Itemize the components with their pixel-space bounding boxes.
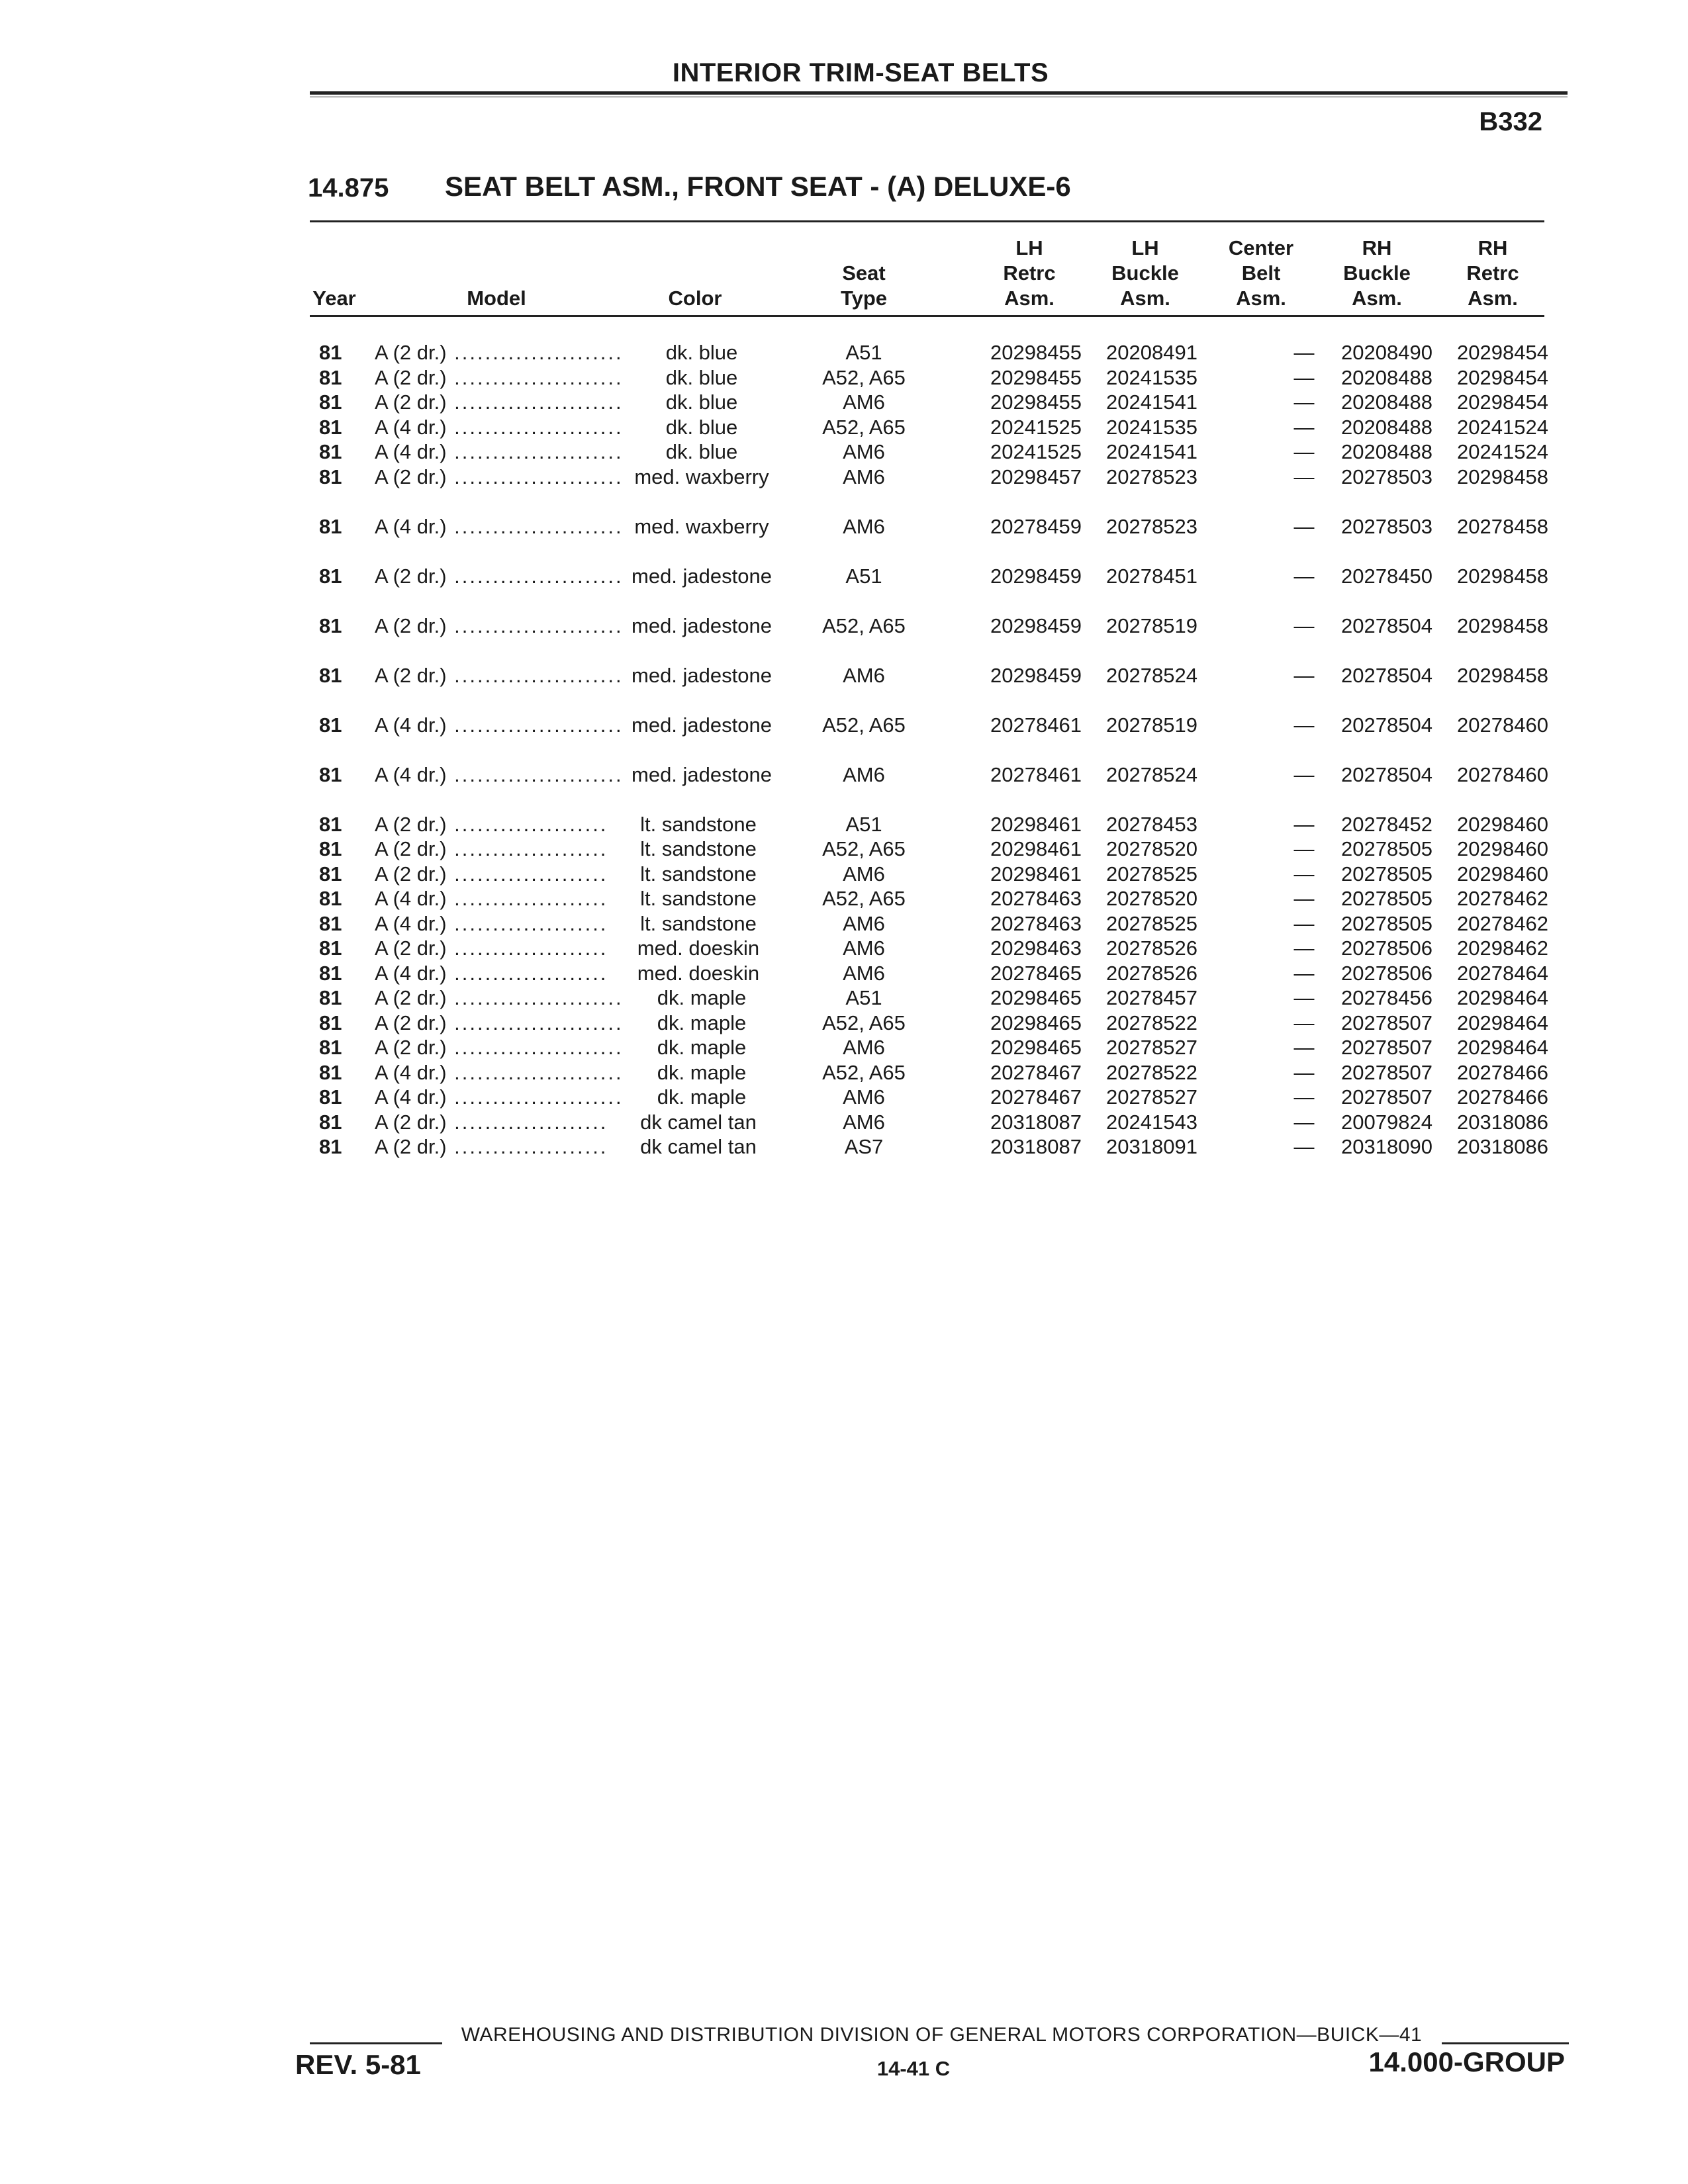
- row-center-belt: —: [1293, 514, 1315, 538]
- row-color: dk. blue: [626, 390, 778, 414]
- row-model: A (2 dr.) .....: [375, 837, 622, 861]
- footer-rule-left: [310, 2042, 442, 2044]
- row-rh-retrc: 20298454: [1457, 341, 1548, 364]
- row-lh-buckle: 20278519: [1106, 614, 1197, 637]
- row-rh-buckle: 20278450: [1341, 564, 1432, 588]
- col-header-model: Model: [467, 287, 526, 310]
- row-seat-type: AM6: [843, 1110, 885, 1134]
- row-year: 81: [319, 614, 342, 637]
- row-model: A (4 dr.) .....: [375, 415, 622, 439]
- row-lh-retrc: 20298459: [990, 614, 1082, 637]
- row-model: A (2 dr.) .....: [375, 812, 622, 837]
- row-center-belt: —: [1293, 986, 1315, 1009]
- row-lh-retrc: 20298461: [990, 862, 1082, 886]
- row-rh-retrc: 20298462: [1457, 936, 1548, 960]
- row-year: 81: [319, 415, 342, 439]
- row-color: dk. maple: [626, 1035, 778, 1060]
- row-year: 81: [319, 812, 342, 836]
- header-underline: [310, 315, 1544, 317]
- row-color: dk. blue: [626, 365, 778, 390]
- row-model: A (4 dr.) .....: [375, 514, 622, 539]
- row-rh-retrc: 20298458: [1457, 564, 1548, 588]
- row-color: lt. sandstone: [609, 886, 788, 911]
- table-row: [0, 713, 1688, 762]
- row-color: med. jadestone: [626, 614, 778, 638]
- row-lh-buckle: 20278526: [1106, 961, 1197, 985]
- row-center-belt: —: [1293, 663, 1315, 687]
- row-rh-retrc: 20298458: [1457, 614, 1548, 637]
- row-seat-type: AM6: [843, 1085, 885, 1109]
- row-lh-buckle: 20278524: [1106, 762, 1197, 786]
- table-row: [0, 663, 1688, 712]
- row-rh-buckle: 20278506: [1341, 961, 1432, 985]
- row-model: A (2 dr.) .....: [375, 1110, 622, 1134]
- row-rh-retrc: 20278462: [1457, 887, 1548, 910]
- row-seat-type: AM6: [843, 465, 885, 488]
- row-center-belt: —: [1293, 713, 1315, 737]
- footer-revision: REV. 5-81: [295, 2049, 421, 2080]
- row-lh-buckle: 20278527: [1106, 1085, 1197, 1109]
- row-lh-buckle: 20278527: [1106, 1036, 1197, 1059]
- row-color: lt. sandstone: [609, 812, 788, 837]
- row-center-belt: —: [1293, 365, 1315, 389]
- row-rh-buckle: 20278504: [1341, 713, 1432, 737]
- row-rh-buckle: 20278452: [1341, 812, 1432, 836]
- row-center-belt: —: [1293, 862, 1315, 886]
- row-seat-type: A52, A65: [822, 713, 906, 737]
- row-lh-buckle: 20278520: [1106, 837, 1197, 860]
- row-seat-type: AM6: [843, 1036, 885, 1059]
- row-lh-buckle: 20278522: [1106, 1060, 1197, 1084]
- footer-rule-right: [1442, 2042, 1569, 2044]
- row-center-belt: —: [1293, 1011, 1315, 1034]
- row-rh-retrc: 20278458: [1457, 514, 1548, 538]
- row-year: 81: [319, 713, 342, 737]
- row-model: A (4 dr.) .....: [375, 886, 622, 911]
- table-row: [0, 564, 1688, 613]
- row-lh-retrc: 20241525: [990, 440, 1082, 463]
- row-year: 81: [319, 1085, 342, 1109]
- row-year: 81: [319, 440, 342, 463]
- row-lh-retrc: 20298459: [990, 564, 1082, 588]
- row-lh-buckle: 20278525: [1106, 862, 1197, 886]
- row-lh-retrc: 20298465: [990, 986, 1082, 1009]
- row-color: dk. blue: [626, 340, 778, 365]
- row-lh-retrc: 20278459: [990, 514, 1082, 538]
- row-center-belt: —: [1293, 390, 1315, 414]
- row-lh-retrc: 20298465: [990, 1036, 1082, 1059]
- row-seat-type: A51: [845, 812, 882, 836]
- row-center-belt: —: [1293, 911, 1315, 935]
- row-model: A (2 dr.) .....: [375, 365, 622, 390]
- row-rh-retrc: 20298454: [1457, 365, 1548, 389]
- row-lh-retrc: 20278463: [990, 911, 1082, 935]
- row-color: med. jadestone: [626, 564, 778, 588]
- row-lh-buckle: 20278523: [1106, 514, 1197, 538]
- row-seat-type: AM6: [843, 961, 885, 985]
- row-seat-type: A52, A65: [822, 837, 906, 860]
- row-lh-buckle: 20278453: [1106, 812, 1197, 836]
- row-color: dk camel tan: [609, 1134, 788, 1159]
- row-center-belt: —: [1293, 837, 1315, 860]
- row-rh-retrc: 20298464: [1457, 1036, 1548, 1059]
- row-year: 81: [319, 1110, 342, 1134]
- table-row: [0, 614, 1688, 662]
- row-color: lt. sandstone: [609, 862, 788, 886]
- row-color: med. jadestone: [626, 762, 778, 787]
- row-year: 81: [319, 837, 342, 860]
- row-lh-buckle: 20278526: [1106, 936, 1197, 960]
- row-lh-retrc: 20278463: [990, 887, 1082, 910]
- row-seat-type: A52, A65: [822, 365, 906, 389]
- row-lh-buckle: 20208491: [1106, 341, 1197, 364]
- row-lh-retrc: 20298455: [990, 341, 1082, 364]
- row-color: lt. sandstone: [609, 837, 788, 861]
- row-rh-retrc: 20241524: [1457, 415, 1548, 439]
- row-lh-retrc: 20298459: [990, 663, 1082, 687]
- section-number: 14.875: [308, 173, 389, 203]
- row-seat-type: A51: [845, 986, 882, 1009]
- row-seat-type: AM6: [843, 862, 885, 886]
- row-seat-type: AM6: [843, 440, 885, 463]
- row-rh-buckle: 20208488: [1341, 440, 1432, 463]
- row-model: A (2 dr.) .....: [375, 465, 622, 489]
- row-rh-buckle: 20278504: [1341, 762, 1432, 786]
- row-color: dk. maple: [626, 985, 778, 1010]
- row-seat-type: A52, A65: [822, 887, 906, 910]
- row-model: A (4 dr.) .....: [375, 1085, 622, 1109]
- row-lh-retrc: 20278461: [990, 713, 1082, 737]
- row-seat-type: A52, A65: [822, 1011, 906, 1034]
- row-year: 81: [319, 936, 342, 960]
- row-year: 81: [319, 341, 342, 364]
- row-year: 81: [319, 986, 342, 1009]
- row-center-belt: —: [1293, 465, 1315, 488]
- row-rh-buckle: 20278505: [1341, 837, 1432, 860]
- row-year: 81: [319, 862, 342, 886]
- row-lh-buckle: 20278520: [1106, 887, 1197, 910]
- row-rh-retrc: 20318086: [1457, 1135, 1548, 1158]
- section-rule: [310, 220, 1544, 222]
- row-lh-retrc: 20298463: [990, 936, 1082, 960]
- row-rh-buckle: 20278507: [1341, 1011, 1432, 1034]
- row-rh-retrc: 20278466: [1457, 1060, 1548, 1084]
- footer-group: 14.000-GROUP: [1368, 2046, 1565, 2077]
- row-center-belt: —: [1293, 961, 1315, 985]
- row-center-belt: —: [1293, 936, 1315, 960]
- row-year: 81: [319, 564, 342, 588]
- row-center-belt: —: [1293, 1085, 1315, 1109]
- row-rh-buckle: 20278503: [1341, 465, 1432, 488]
- table-row: [0, 1134, 1688, 1183]
- row-rh-buckle: 20278505: [1341, 862, 1432, 886]
- row-lh-buckle: 20241535: [1106, 365, 1197, 389]
- row-rh-buckle: 20278506: [1341, 936, 1432, 960]
- row-lh-buckle: 20278519: [1106, 713, 1197, 737]
- row-year: 81: [319, 1060, 342, 1084]
- row-lh-retrc: 20298455: [990, 365, 1082, 389]
- row-color: med. doeskin: [609, 936, 788, 960]
- row-rh-buckle: 20208488: [1341, 365, 1432, 389]
- row-center-belt: —: [1293, 887, 1315, 910]
- row-year: 81: [319, 1036, 342, 1059]
- row-seat-type: AM6: [843, 911, 885, 935]
- row-model: A (2 dr.) .....: [375, 340, 622, 365]
- row-lh-retrc: 20278467: [990, 1060, 1082, 1084]
- table-row: [0, 465, 1688, 514]
- row-lh-retrc: 20298461: [990, 812, 1082, 836]
- row-center-belt: —: [1293, 812, 1315, 836]
- row-rh-buckle: 20278507: [1341, 1036, 1432, 1059]
- row-rh-buckle: 20278504: [1341, 663, 1432, 687]
- row-year: 81: [319, 514, 342, 538]
- row-rh-buckle: 20278456: [1341, 986, 1432, 1009]
- row-seat-type: AM6: [843, 514, 885, 538]
- header-rule: [310, 91, 1568, 95]
- row-lh-retrc: 20318087: [990, 1135, 1082, 1158]
- row-rh-buckle: 20079824: [1341, 1110, 1432, 1134]
- row-lh-retrc: 20298461: [990, 837, 1082, 860]
- row-model: A (4 dr.) .....: [375, 762, 622, 787]
- row-lh-buckle: 20318091: [1106, 1135, 1197, 1158]
- row-lh-buckle: 20278522: [1106, 1011, 1197, 1034]
- row-rh-buckle: 20278505: [1341, 887, 1432, 910]
- col-header-lh-retrc: LH Retrc Asm.: [1003, 236, 1056, 310]
- row-lh-buckle: 20241543: [1106, 1110, 1197, 1134]
- row-center-belt: —: [1293, 415, 1315, 439]
- row-rh-buckle: 20278505: [1341, 911, 1432, 935]
- row-year: 81: [319, 1011, 342, 1034]
- row-seat-type: AS7: [844, 1135, 884, 1158]
- row-seat-type: AM6: [843, 936, 885, 960]
- row-lh-buckle: 20278523: [1106, 465, 1197, 488]
- col-header-year: Year: [312, 287, 356, 310]
- row-model: A (2 dr.) .....: [375, 985, 622, 1010]
- row-model: A (4 dr.) .....: [375, 713, 622, 737]
- row-lh-retrc: 20298457: [990, 465, 1082, 488]
- row-rh-buckle: 20278507: [1341, 1060, 1432, 1084]
- row-lh-retrc: 20241525: [990, 415, 1082, 439]
- row-lh-buckle: 20278457: [1106, 986, 1197, 1009]
- row-rh-buckle: 20318090: [1341, 1135, 1432, 1158]
- row-model: A (4 dr.) .....: [375, 1060, 622, 1085]
- row-lh-retrc: 20278461: [990, 762, 1082, 786]
- row-color: med. jadestone: [626, 713, 778, 737]
- row-lh-buckle: 20241535: [1106, 415, 1197, 439]
- row-lh-retrc: 20278465: [990, 961, 1082, 985]
- row-center-belt: —: [1293, 1110, 1315, 1134]
- row-color: dk camel tan: [609, 1110, 788, 1134]
- row-rh-retrc: 20298458: [1457, 465, 1548, 488]
- row-color: dk. blue: [626, 439, 778, 464]
- table-row: [0, 514, 1688, 563]
- row-rh-retrc: 20298460: [1457, 862, 1548, 886]
- row-center-belt: —: [1293, 341, 1315, 364]
- row-rh-buckle: 20278503: [1341, 514, 1432, 538]
- table-row: [0, 762, 1688, 811]
- row-center-belt: —: [1293, 564, 1315, 588]
- row-rh-buckle: 20208488: [1341, 415, 1432, 439]
- row-color: dk. maple: [626, 1085, 778, 1109]
- row-rh-retrc: 20278464: [1457, 961, 1548, 985]
- row-lh-retrc: 20318087: [990, 1110, 1082, 1134]
- col-header-center-belt: Center Belt Asm.: [1228, 236, 1294, 310]
- row-rh-retrc: 20318086: [1457, 1110, 1548, 1134]
- row-lh-retrc: 20278467: [990, 1085, 1082, 1109]
- col-header-seat-type: Seat Type: [840, 261, 888, 310]
- col-header-rh-buckle: RH Buckle Asm.: [1343, 236, 1411, 310]
- row-color: med. doeskin: [609, 961, 788, 985]
- row-lh-retrc: 20298455: [990, 390, 1082, 414]
- row-rh-buckle: 20278504: [1341, 614, 1432, 637]
- row-year: 81: [319, 465, 342, 488]
- col-header-lh-buckle: LH Buckle Asm.: [1111, 236, 1179, 310]
- row-seat-type: AM6: [843, 762, 885, 786]
- row-rh-retrc: 20298454: [1457, 390, 1548, 414]
- row-lh-buckle: 20278451: [1106, 564, 1197, 588]
- row-rh-buckle: 20208488: [1341, 390, 1432, 414]
- row-rh-retrc: 20278462: [1457, 911, 1548, 935]
- row-seat-type: A52, A65: [822, 1060, 906, 1084]
- row-model: A (2 dr.) .....: [375, 390, 622, 414]
- row-color: lt. sandstone: [609, 911, 788, 936]
- row-model: A (2 dr.) .....: [375, 1035, 622, 1060]
- col-header-color: Color: [668, 287, 722, 310]
- row-lh-buckle: 20278525: [1106, 911, 1197, 935]
- page-code: B332: [1479, 107, 1542, 136]
- row-seat-type: AM6: [843, 663, 885, 687]
- row-year: 81: [319, 961, 342, 985]
- row-model: A (2 dr.) .....: [375, 936, 622, 960]
- page-header-title: INTERIOR TRIM-SEAT BELTS: [672, 58, 1049, 87]
- row-rh-retrc: 20298460: [1457, 812, 1548, 836]
- row-rh-retrc: 20278460: [1457, 762, 1548, 786]
- row-rh-retrc: 20241524: [1457, 440, 1548, 463]
- row-lh-buckle: 20278524: [1106, 663, 1197, 687]
- row-rh-retrc: 20298464: [1457, 1011, 1548, 1034]
- row-rh-retrc: 20298464: [1457, 986, 1548, 1009]
- row-year: 81: [319, 365, 342, 389]
- row-year: 81: [319, 887, 342, 910]
- row-center-belt: —: [1293, 1036, 1315, 1059]
- row-center-belt: —: [1293, 440, 1315, 463]
- row-color: med. waxberry: [626, 514, 778, 539]
- row-center-belt: —: [1293, 614, 1315, 637]
- row-color: dk. blue: [626, 415, 778, 439]
- row-model: A (2 dr.) .....: [375, 614, 622, 638]
- row-model: A (4 dr.) .....: [375, 961, 622, 985]
- row-year: 81: [319, 762, 342, 786]
- row-color: med. waxberry: [626, 465, 778, 489]
- row-color: dk. maple: [626, 1060, 778, 1085]
- row-center-belt: —: [1293, 1060, 1315, 1084]
- row-seat-type: A51: [845, 341, 882, 364]
- row-model: A (4 dr.) .....: [375, 911, 622, 936]
- row-model: A (2 dr.) .....: [375, 663, 622, 688]
- row-rh-buckle: 20278507: [1341, 1085, 1432, 1109]
- row-year: 81: [319, 911, 342, 935]
- row-seat-type: A52, A65: [822, 614, 906, 637]
- row-model: A (2 dr.) .....: [375, 564, 622, 588]
- row-center-belt: —: [1293, 1135, 1315, 1158]
- row-center-belt: —: [1293, 762, 1315, 786]
- row-model: A (4 dr.) .....: [375, 439, 622, 464]
- footer-page-number: 14-41 C: [876, 2057, 951, 2080]
- row-year: 81: [319, 663, 342, 687]
- row-color: med. jadestone: [626, 663, 778, 688]
- row-model: A (2 dr.) .....: [375, 862, 622, 886]
- row-model: A (2 dr.) .....: [375, 1134, 622, 1159]
- row-rh-retrc: 20278460: [1457, 713, 1548, 737]
- footer-publisher: WAREHOUSING AND DISTRIBUTION DIVISION OF GENERAL MOTORS CORPORATION—BUICK—41: [461, 2024, 1423, 2046]
- row-year: 81: [319, 390, 342, 414]
- row-color: dk. maple: [626, 1011, 778, 1035]
- row-year: 81: [319, 1135, 342, 1158]
- row-rh-retrc: 20278466: [1457, 1085, 1548, 1109]
- row-lh-buckle: 20241541: [1106, 390, 1197, 414]
- row-seat-type: AM6: [843, 390, 885, 414]
- row-rh-buckle: 20208490: [1341, 341, 1432, 364]
- row-seat-type: A52, A65: [822, 415, 906, 439]
- section-title: SEAT BELT ASM., FRONT SEAT - (A) DELUXE-6: [445, 171, 1071, 202]
- row-seat-type: A51: [845, 564, 882, 588]
- row-lh-retrc: 20298465: [990, 1011, 1082, 1034]
- row-rh-retrc: 20298458: [1457, 663, 1548, 687]
- row-model: A (2 dr.) .....: [375, 1011, 622, 1035]
- col-header-rh-retrc: RH Retrc Asm.: [1466, 236, 1519, 310]
- row-lh-buckle: 20241541: [1106, 440, 1197, 463]
- row-rh-retrc: 20298460: [1457, 837, 1548, 860]
